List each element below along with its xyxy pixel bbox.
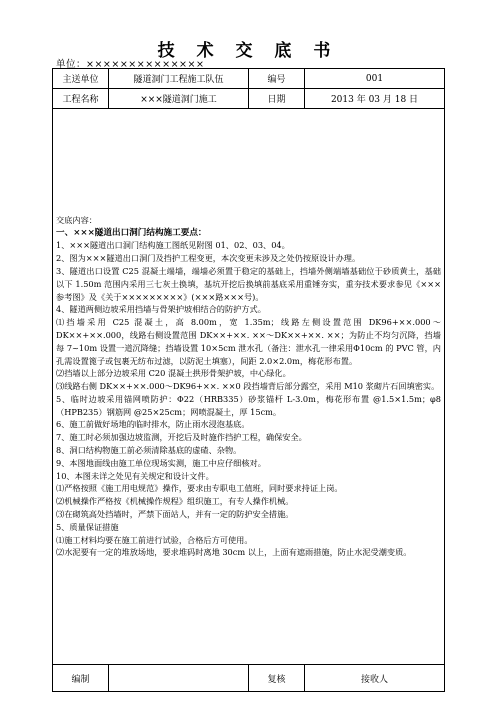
content-paragraph: 1、×××隧道出口洞门结构施工图纸见附图 01、02、03、04。 (56, 240, 290, 251)
content-paragraph: 2、图为×××隧道出口洞门及挡护工程变更，本次变更未涉及之处仍按原设计办理。 (56, 253, 361, 264)
project-value: ×××隧道洞门施工 (109, 89, 249, 109)
compiler-value (109, 665, 249, 692)
receiver-cell (305, 665, 445, 692)
date-label: 日期 (249, 89, 305, 109)
content-paragraph: ⑶在砌筑高处挡墙时，严禁下面站人，并有一定的防护安全措施。 (56, 509, 294, 520)
header-row-unit (53, 69, 445, 89)
number-value: 001 (305, 69, 445, 89)
signature-row (53, 665, 445, 692)
content-body (56, 214, 441, 560)
content-heading: 一、×××隧道出口洞门结构施工要点： (56, 227, 207, 238)
content-paragraph: 5、临时边坡采用锚网喷防护：Φ22（HRB335）砂浆锚杆 L-3.0m，梅花形布置 @1.5×1.5m；φ8（HPB235）钢筋网 @25×25cm；网喷混凝土，厚 15cm。 (56, 393, 441, 417)
compiler-label: 编制 (53, 665, 109, 692)
content-paragraph: ⑴挡墙采用 C25 混凝土，高 8.00m，宽 1.35m；线路左侧设置范围 DK96+××.000～DK××+××.000，线路右侧设置范围 DK××+××. ××～DK××+××. ××；为防止不均匀沉降，挡墙每 7~10m 设置一道沉降缝；挡墙设置 10×5cm 泄水孔（备注：泄水孔一律采用Φ10cm 的 PVC 管，内孔需设置篦子或包裹无纺布过滤，以防泥土填塞），间距 2.0×2.0m，梅花形布置。 (56, 317, 441, 366)
content-paragraph: 8、洞口结构物施工前必须清除基底的虚碴、杂物。 (56, 445, 242, 456)
content-paragraph: 6、施工前做好场地的临时排水，防止雨水浸泡基底。 (56, 419, 250, 430)
content-paragraph: ⑵挡墙以上部分边坡采用 C20 混凝土拱形骨架护坡，中心绿化。 (56, 368, 291, 379)
content-paragraph: ⑵水泥要有一定的堆放场地，要求堆码时离地 30cm 以上，上面有遮雨措施，防止水泥受潮变质。 (56, 547, 412, 558)
reviewer-label: 复核 (249, 665, 305, 692)
unit-value: 隧道洞门工程施工队伍 (109, 69, 249, 89)
content-paragraph: 5、质量保证措施 (56, 521, 119, 532)
header-row-project (53, 89, 445, 109)
project-label: 工程名称 (53, 89, 109, 109)
receiver-label: 接收人 (360, 674, 388, 685)
content-paragraph: 10、本图未详之处见有关规定和设计文件。 (56, 470, 214, 481)
content-paragraph: 4、隧道两侧边坡采用挡墙与骨架护坡相结合的防护方式。 (56, 304, 266, 315)
content-paragraph: ⑴严格按照《施工用电规范》操作，要求由专职电工值班，同时要求持证上岗。 (56, 483, 343, 494)
date-value: 2013 年 03 月 18 日 (305, 89, 445, 109)
unit-line: 单位：×××××××××××××× (56, 59, 205, 70)
disclosure-table (52, 68, 445, 692)
content-paragraph: ⑵机械操作严格按《机械操作规程》组织施工，有专人操作机械。 (56, 496, 294, 507)
content-paragraph: 7、施工时必须加强边坡监测，开挖后及时施作挡护工程，确保安全。 (56, 432, 307, 443)
document-title: 技 术 交 底 书 (157, 41, 339, 61)
content-paragraph: ⑶线路右侧 DK××+××.000～DK96+××. ××0 段挡墙背后部分露空，采用 M10 浆砌片石回填密实。 (56, 381, 440, 392)
content-paragraph: ⑴施工材料均要在施工前进行试验，合格后方可使用。 (56, 534, 253, 545)
number-label: 编号 (249, 69, 305, 89)
unit-label: 主送单位 (53, 69, 109, 89)
content-row (53, 109, 445, 665)
content-paragraph: 9、本图地面线由施工单位现场实测，施工中应仔细核对。 (56, 457, 266, 468)
content-paragraph: 3、隧道出口设置 C25 混凝土端墙，端墙必须置于稳定的基础上，挡墙外侧端墙基础位于砂质黄土，基础以下 1.50m 范围内采用三七灰土换填，基坑开挖后换填前基底采用重锤夯实，重夯技术要求参见《×××参考图》及《关于×××××××××》(×××路×××号)。 (56, 265, 441, 302)
content-cell (53, 109, 445, 665)
content-intro: 交底内容： (56, 214, 97, 225)
